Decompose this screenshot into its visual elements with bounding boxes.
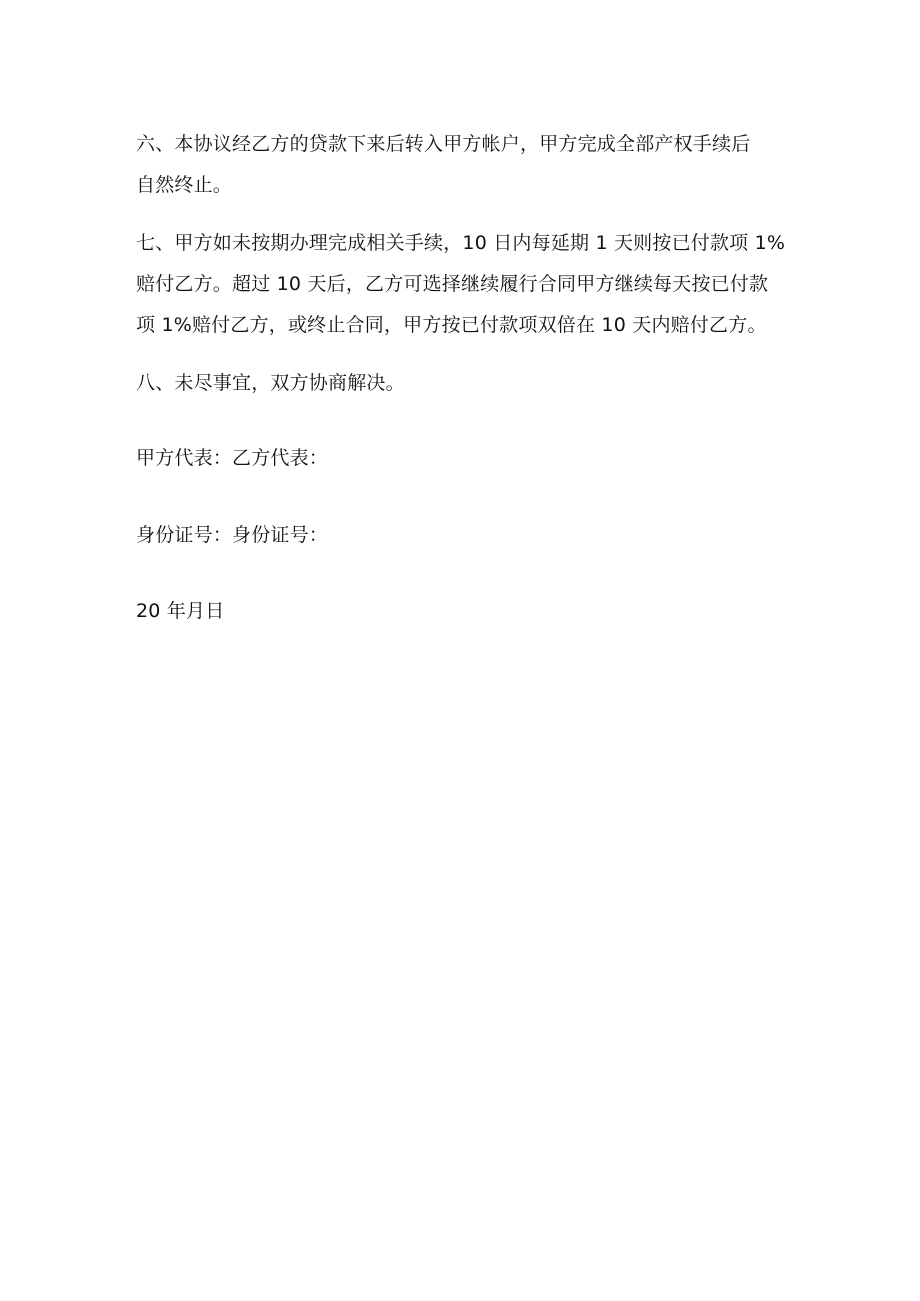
clause-seven [136, 223, 791, 346]
clause-eight-line-1: 八、未尽事宜，双方协商解决。 [136, 372, 405, 394]
clause-six-line-2: 自然终止。 [136, 174, 233, 196]
clause-six-line-1: 六、本协议经乙方的贷款下来后转入甲方帐户，甲方完成全部产权手续后 [136, 133, 751, 155]
representatives-line [136, 438, 791, 479]
date-line [136, 591, 791, 632]
representatives-text: 甲方代表：乙方代表： [136, 447, 329, 469]
clause-eight [136, 363, 791, 404]
id-number-text: 身份证号：身份证号： [136, 524, 329, 546]
clause-six [136, 124, 791, 206]
clause-seven-line-3: 项 1%赔付乙方，或终止合同，甲方按已付款项双倍在 10 天内赔付乙方。 [136, 314, 767, 336]
document-body [136, 124, 791, 632]
clause-seven-line-2: 赔付乙方。超过 10 天后，乙方可选择继续履行合同甲方继续每天按已付款 [136, 273, 769, 295]
clause-seven-line-1: 七、甲方如未按期办理完成相关手续，10 日内每延期 1 天则按已付款项 1% [136, 232, 786, 254]
id-number-line [136, 515, 791, 556]
date-text: 20 年月日 [136, 600, 225, 622]
